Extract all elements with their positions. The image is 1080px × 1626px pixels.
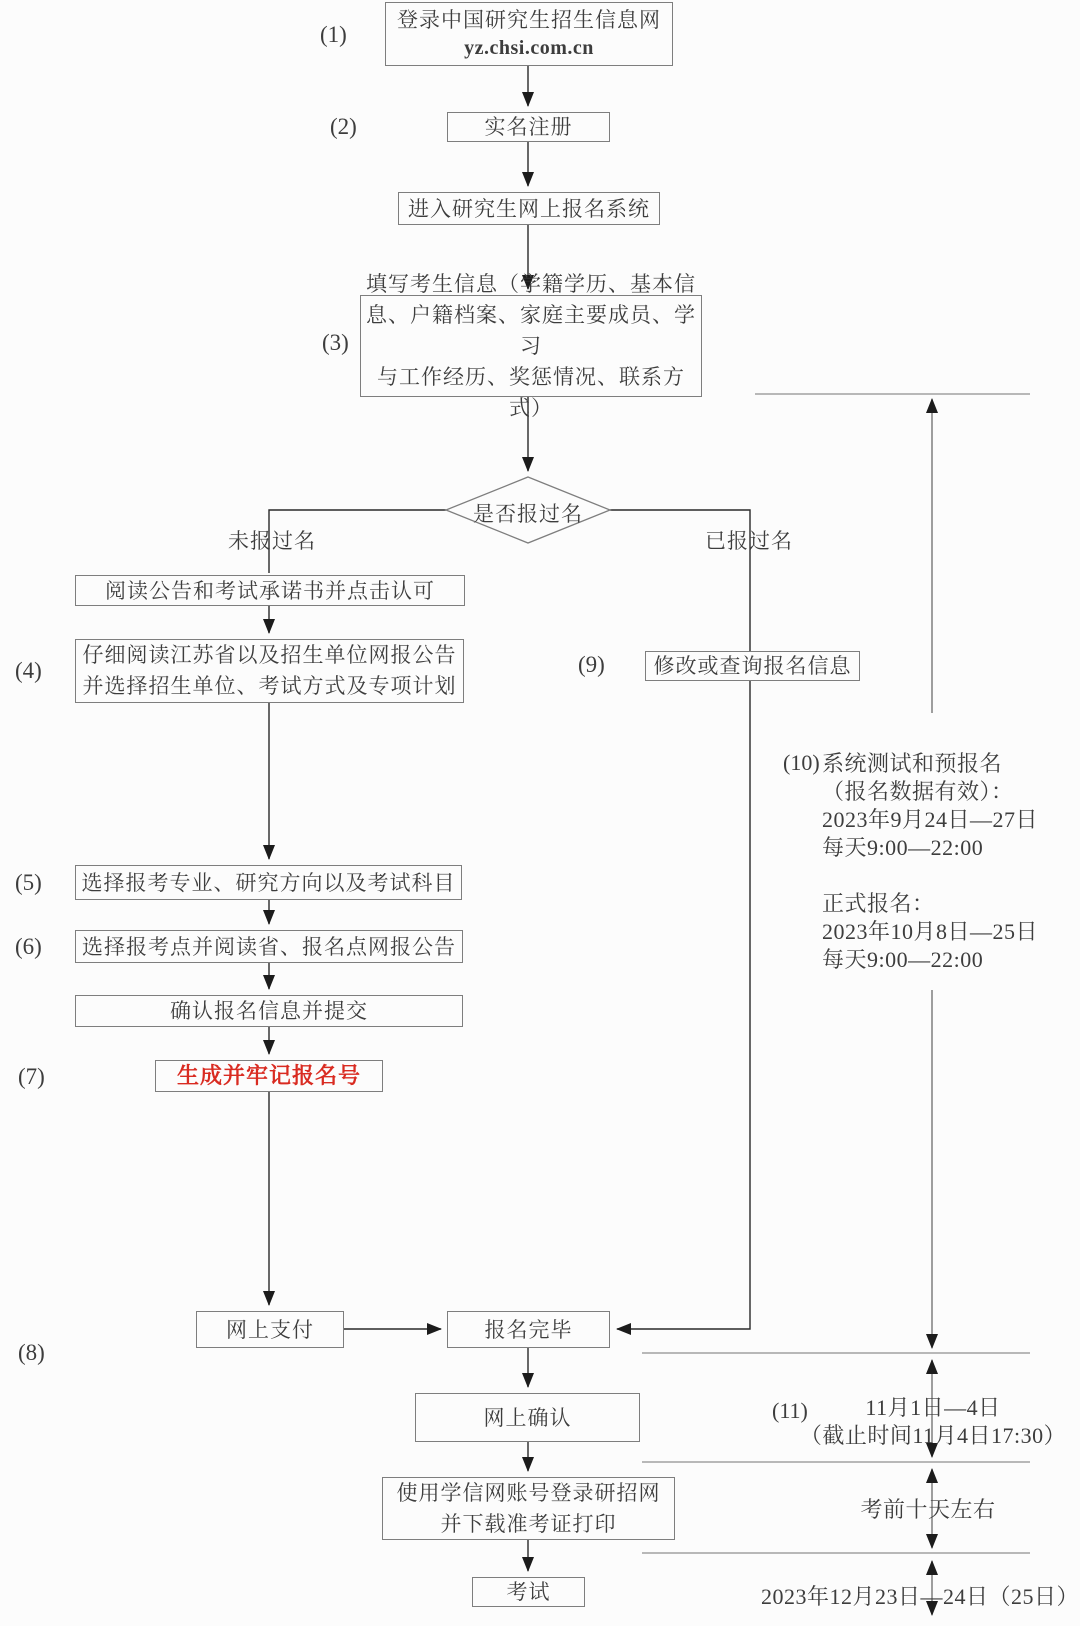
node-read-province-notice-line2: 并选择招生单位、考试方式及专项计划 [82, 674, 457, 698]
node-login-label: 登录中国研究生招生信息网 [397, 8, 661, 32]
branch-yes-label: 已报过名 [705, 529, 793, 553]
node-print-ticket [382, 1477, 675, 1540]
node-register [447, 112, 610, 142]
node-choose-site-label: 选择报考点并阅读省、报名点网报公告 [82, 934, 456, 959]
annotation10-line5: 正式报名： [822, 891, 935, 916]
annotation-exam-dates: 2023年12月23日—24日（25日） [760, 1584, 1079, 1609]
node-modify-query-label: 修改或查询报名信息 [653, 654, 852, 678]
annotation10-line2: （报名数据有效）： [822, 779, 1014, 804]
branch-no-label: 未报过名 [228, 529, 316, 553]
node-login-url: yz.chsi.com.cn [464, 37, 594, 59]
node-exam-label: 考试 [506, 1580, 551, 1604]
node-print-ticket-line2: 并下载准考证打印 [440, 1511, 617, 1536]
node-confirm-submit [75, 995, 463, 1027]
node-fill-info [360, 271, 702, 420]
annotation11-line2: （截止时间11月4日17:30） [799, 1423, 1067, 1448]
step1-number: (1) [320, 22, 347, 47]
node-online-confirm-label: 网上确认 [483, 1405, 572, 1430]
node-print-ticket-line1: 使用学信网账号登录研招网 [396, 1480, 661, 1505]
node-exam [472, 1577, 585, 1607]
node-registration-done [447, 1311, 610, 1348]
decision-label: 是否报过名 [473, 502, 583, 526]
annotation11-text [788, 1394, 1078, 1450]
node-fill-info-line2: 息、户籍档案、家庭主要成员、学习 [366, 302, 696, 358]
node-online-pay [196, 1311, 344, 1348]
annotation10-text [822, 750, 1038, 974]
node-read-notice-label: 阅读公告和考试承诺书并点击认可 [105, 578, 435, 603]
node-confirm-submit-label: 确认报名信息并提交 [170, 999, 368, 1023]
node-registration-done-label: 报名完毕 [484, 1317, 573, 1342]
step2-number: (2) [330, 114, 357, 139]
node-login [385, 2, 673, 66]
node-remember-number [155, 1060, 383, 1092]
annotation10-line6: 2023年10月8日—25日 [822, 919, 1039, 944]
step7-number: (7) [18, 1064, 45, 1089]
node-read-province-notice-line1: 仔细阅读江苏省以及招生单位网报公告 [82, 643, 457, 667]
step9-number: (9) [578, 652, 605, 677]
node-enter-system [398, 192, 660, 225]
node-choose-major [75, 865, 462, 900]
node-fill-info-line1: 填写考生信息（学籍学历、基本信 [366, 271, 696, 296]
annotation10-line1: 系统测试和预报名 [822, 751, 1003, 776]
step3-number: (3) [322, 330, 349, 355]
annotation11-number: (11) [772, 1398, 808, 1423]
node-online-confirm [415, 1393, 640, 1442]
annotation-before-exam: 考前十天左右 [860, 1497, 996, 1522]
annotation10-line4: 每天9:00—22:00 [822, 835, 984, 860]
node-choose-site [75, 930, 463, 963]
node-fill-info-line3: 与工作经历、奖惩情况、联系方式） [377, 364, 685, 420]
annotation10-number: (10) [783, 750, 820, 775]
node-read-notice [75, 575, 465, 606]
node-register-label: 实名注册 [484, 115, 573, 139]
node-read-province-notice [75, 639, 464, 703]
annotation11-line1: 11月1日—4日 [865, 1395, 1001, 1420]
step5-number: (5) [15, 870, 42, 895]
annotation10-line7: 每天9:00—22:00 [822, 947, 984, 972]
step6-number: (6) [15, 934, 42, 959]
annotation10-gap [822, 862, 1038, 890]
node-online-pay-label: 网上支付 [226, 1317, 314, 1342]
node-enter-system-label: 进入研究生网上报名系统 [408, 196, 650, 221]
annotation10-line3: 2023年9月24日—27日 [822, 807, 1039, 832]
step4-number: (4) [15, 658, 42, 683]
node-modify-query [645, 651, 860, 681]
step8-number: (8) [18, 1340, 45, 1365]
node-choose-major-label: 选择报考专业、研究方向以及考试科目 [81, 870, 456, 895]
node-remember-number-label: 生成并牢记报名号 [176, 1063, 361, 1088]
